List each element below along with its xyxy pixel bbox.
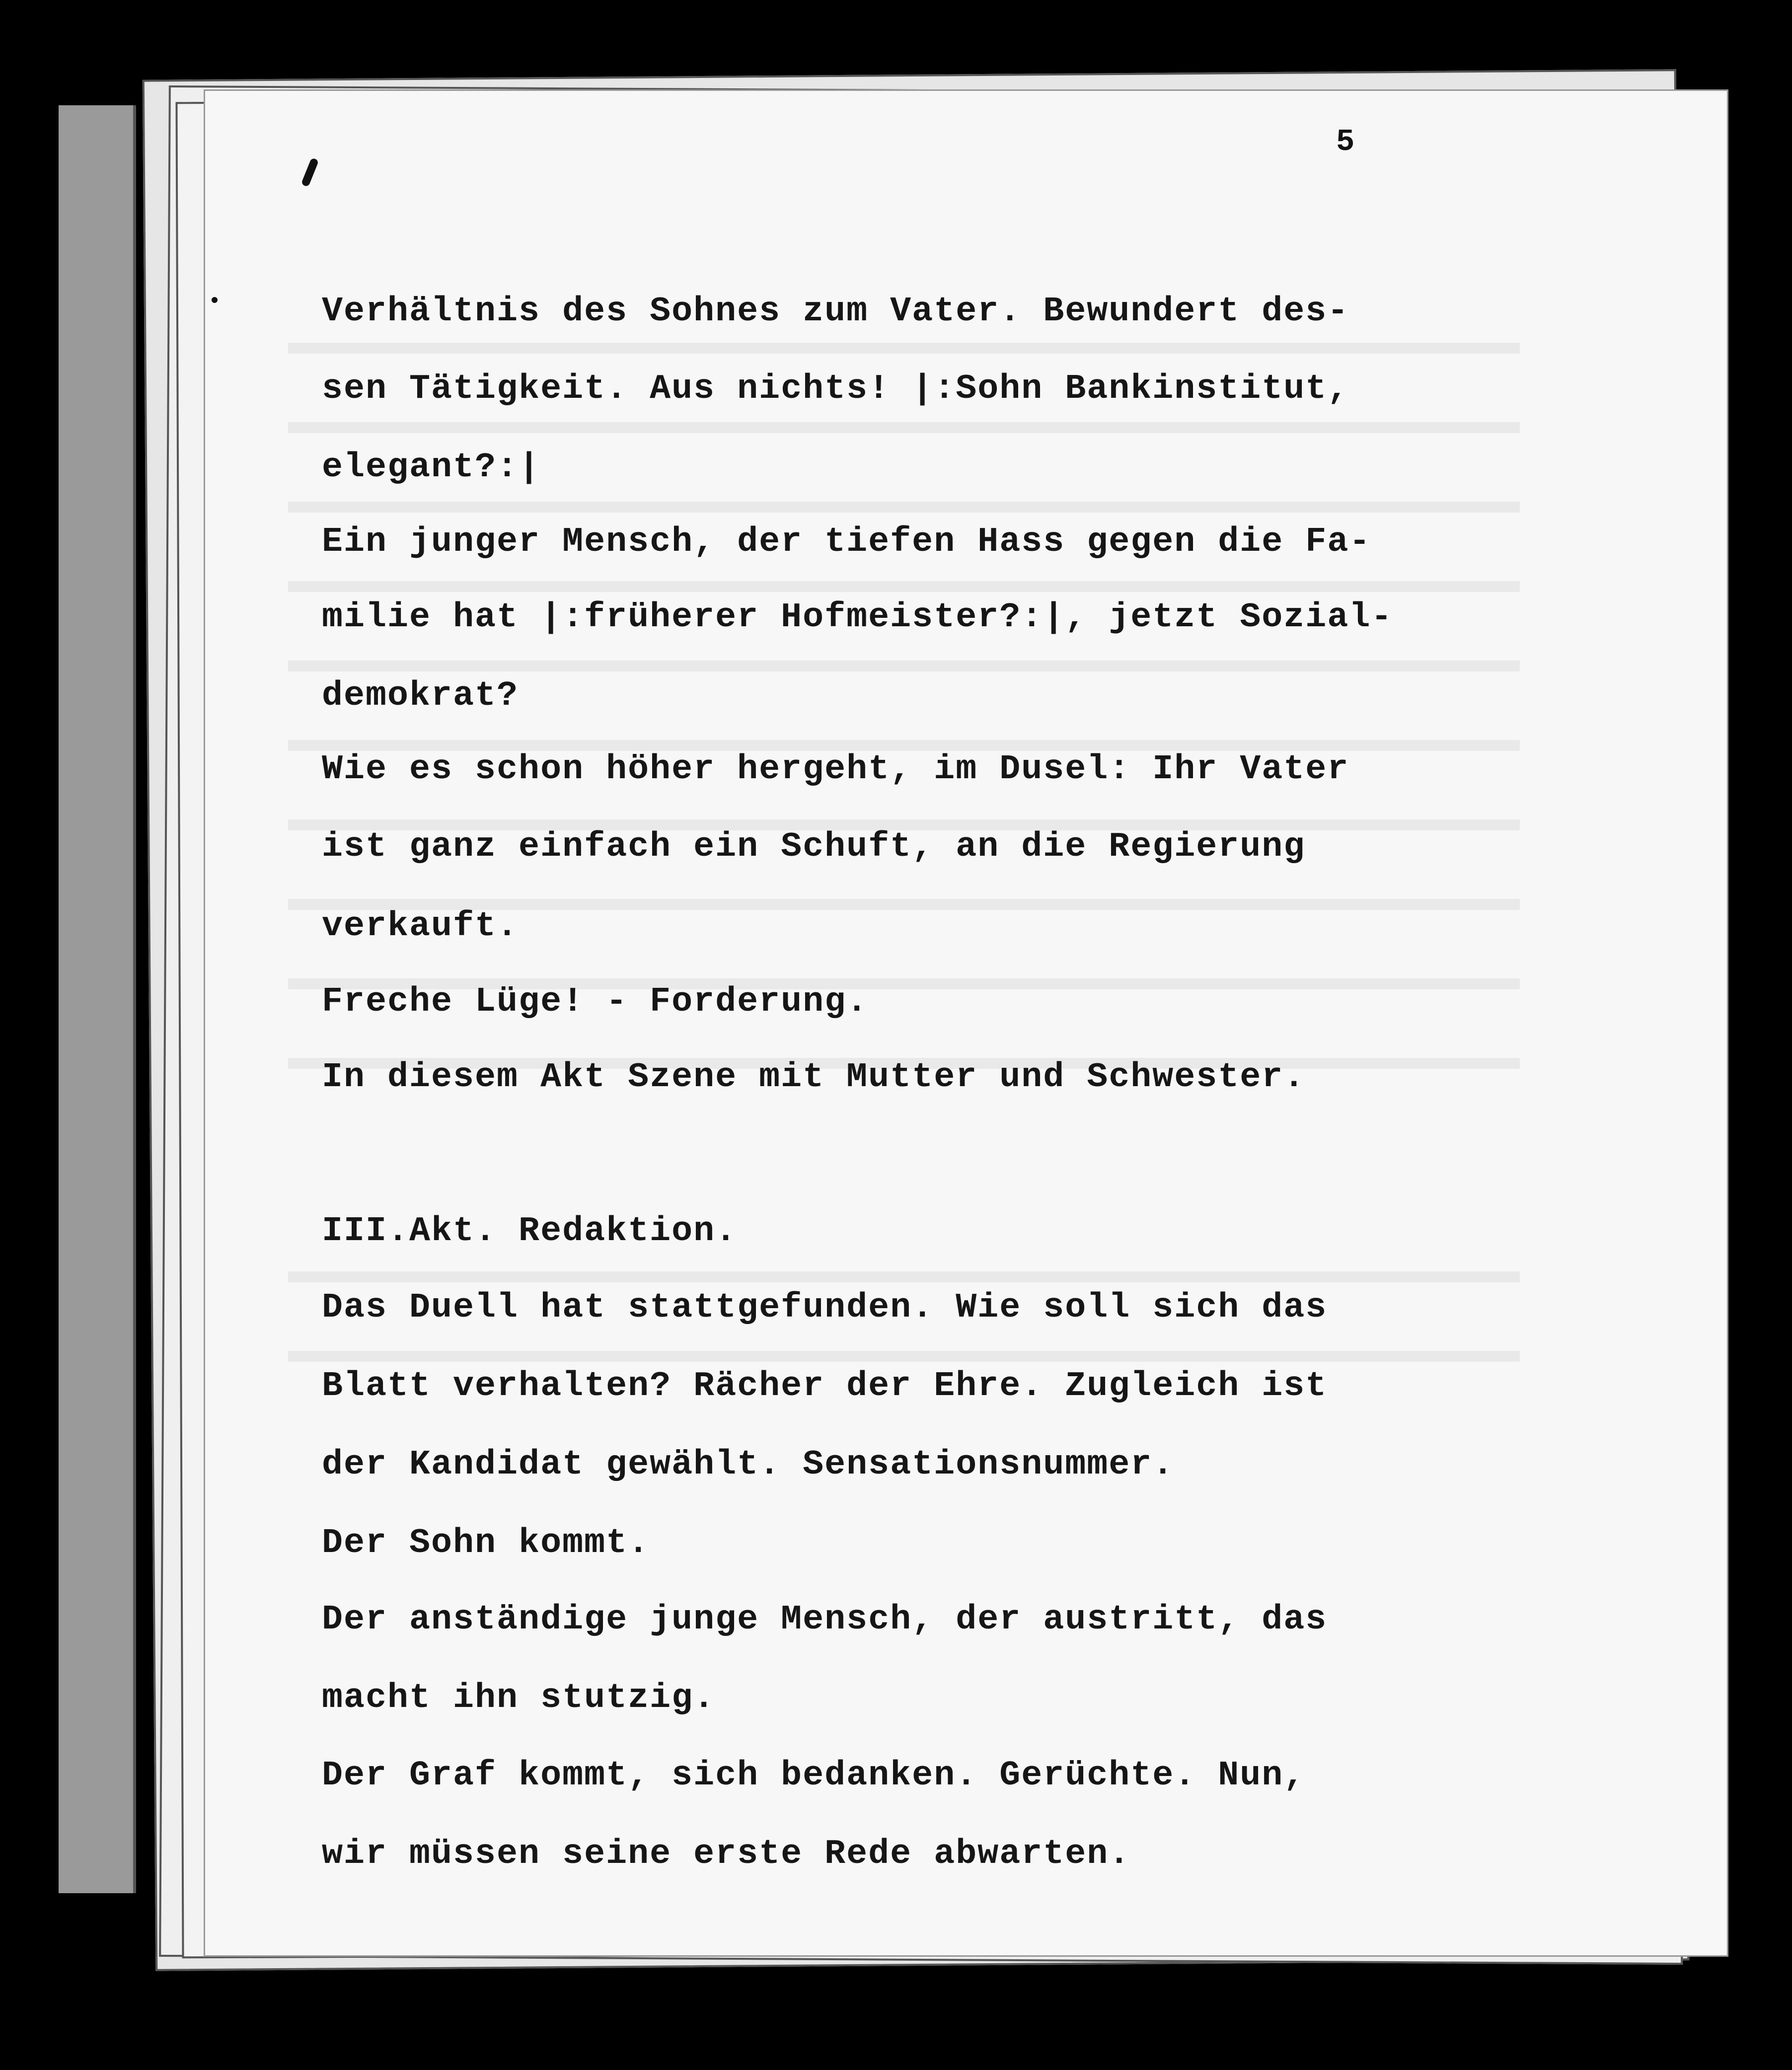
section-heading: III.Akt. Redaktion. <box>322 1212 738 1251</box>
bleed-through <box>288 422 1520 433</box>
text-line: Der Graf kommt, sich bedanken. Gerüchte. Nun, <box>322 1756 1306 1795</box>
bleed-through <box>288 740 1520 751</box>
bleed-through <box>288 1271 1520 1282</box>
text-line: In diesem Akt Szene mit Mutter und Schwester. <box>322 1058 1306 1097</box>
text-line: Verhältnis des Sohnes zum Vater. Bewundert des- <box>322 292 1349 331</box>
text-line: ist ganz einfach ein Schuft, an die Regierung <box>322 827 1306 867</box>
text-line: Ein junger Mensch, der tiefen Hass gegen die Fa- <box>322 522 1371 562</box>
text-line: demokrat? <box>322 676 519 716</box>
text-line: der Kandidat gewählt. Sensationsnummer. <box>322 1445 1175 1484</box>
text-line: verkauft. <box>322 907 519 946</box>
ink-dot <box>212 297 218 303</box>
text-line: elegant?:| <box>322 448 541 487</box>
text-line: Blatt verhalten? Rächer der Ehre. Zugleich ist <box>322 1367 1328 1406</box>
text-line: Der anständige junge Mensch, der austritt, das <box>322 1600 1328 1639</box>
text-line: Das Duell hat stattgefunden. Wie soll sich das <box>322 1288 1328 1328</box>
text-line: milie hat |:früherer Hofmeister?:|, jetzt Sozial- <box>322 598 1393 637</box>
bleed-through <box>288 661 1520 671</box>
bleed-through <box>288 343 1520 354</box>
text-line: macht ihn stutzig. <box>322 1679 716 1718</box>
text-line: Der Sohn kommt. <box>322 1524 650 1563</box>
binding-strip <box>59 105 136 1893</box>
bleed-through <box>288 581 1520 592</box>
bleed-through <box>288 1351 1520 1362</box>
bleed-through <box>288 502 1520 513</box>
text-line: Wie es schon höher hergeht, im Dusel: Ihr Vater <box>322 750 1349 789</box>
page-number: 5 <box>1336 124 1355 159</box>
text-line: wir müssen seine erste Rede abwarten. <box>322 1835 1131 1874</box>
text-line: sen Tätigkeit. Aus nichts! |:Sohn Bankinstitut, <box>322 370 1349 409</box>
text-line: Freche Lüge! - Forderung. <box>322 982 869 1022</box>
